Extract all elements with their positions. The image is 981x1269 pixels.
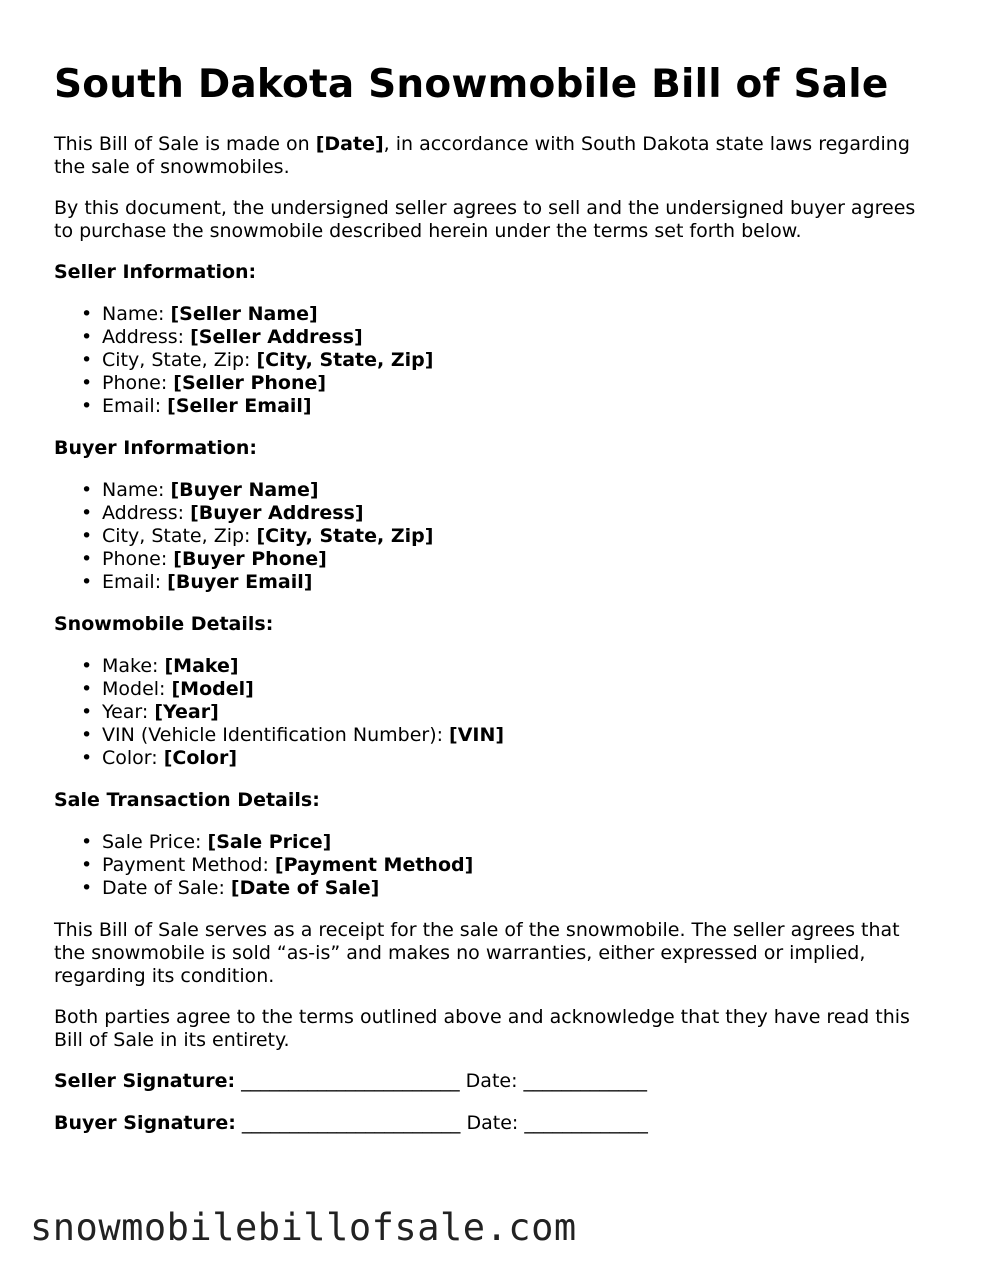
bullet-icon: • [81,501,93,524]
list-item [81,478,934,502]
item-value: [Color] [163,746,238,769]
bullet-icon: • [81,371,93,394]
item-label: Date of Sale: [102,876,231,899]
item-label: Year: [102,700,155,723]
bullet-icon: • [81,547,93,570]
bullet-icon: • [81,830,93,853]
intro-paragraph-2: By this document, the undersigned seller agrees to sell and the undersigned buyer agrees to purchase the snowmobile described herein under the terms set forth below. [54,196,916,242]
item-value: [City, State, Zip] [256,348,434,371]
list-item [81,853,934,877]
document-title: South Dakota Snowmobile Bill of Sale [54,62,889,107]
bullet-icon: • [81,853,93,876]
item-value: [Seller Address] [190,325,363,348]
footer-watermark: snowmobilebillofsale.com [30,1206,577,1249]
item-label: Phone: [102,547,174,570]
item-label: Payment Method: [102,853,275,876]
item-value: [Buyer Phone] [173,547,327,570]
item-value: [Model] [171,677,254,700]
buyer-signature-line [54,1112,934,1135]
list-item [81,325,934,349]
bullet-icon: • [81,478,93,501]
item-label: VIN (Vehicle Identification Number): [102,723,450,746]
list-item [81,830,934,854]
seller-date-label: Date: [465,1069,518,1092]
seller-date-blank: _____________ [517,1069,648,1092]
date-placeholder: [Date] [315,132,384,155]
document-page [54,62,934,1154]
bullet-icon: • [81,677,93,700]
snowmobile-details-list [54,655,934,770]
list-item [81,524,934,548]
buyer-info-list [54,479,934,594]
item-value: [Seller Name] [170,302,318,325]
seller-signature-line [54,1070,934,1093]
item-value: [Make] [164,654,239,677]
seller-info-heading: Seller Information: [54,260,257,283]
item-label: City, State, Zip: [102,348,257,371]
bullet-icon: • [81,348,93,371]
closing-paragraph-2: Both parties agree to the terms outlined above and acknowledge that they have read this Bill of Sale in its entirety. [54,1005,910,1051]
list-item [81,570,934,594]
item-label: Make: [102,654,165,677]
item-value: [Seller Email] [167,394,312,417]
bullet-icon: • [81,723,93,746]
list-item [81,700,934,724]
item-value: [Buyer Name] [170,478,319,501]
item-label: Email: [102,394,168,417]
bullet-icon: • [81,302,93,325]
item-label: Name: [102,302,171,325]
buyer-signature-label: Buyer Signature: [54,1111,236,1134]
intro-text-before: This Bill of Sale is made on [54,132,316,155]
item-value: [VIN] [449,723,505,746]
list-item [81,394,934,418]
intro-paragraph-1 [54,133,934,179]
item-label: Name: [102,478,171,501]
snowmobile-details-heading: Snowmobile Details: [54,612,274,635]
item-value: [Seller Phone] [173,371,327,394]
seller-info-list [54,303,934,418]
item-label: Email: [102,570,168,593]
list-item [81,371,934,395]
bullet-icon: • [81,876,93,899]
item-label: Address: [102,501,191,524]
list-item [81,501,934,525]
bullet-icon: • [81,325,93,348]
seller-signature-label: Seller Signature: [54,1069,236,1092]
list-item [81,348,934,372]
item-label: City, State, Zip: [102,524,257,547]
list-item [81,302,934,326]
item-value: [Buyer Address] [190,501,364,524]
item-value: [Buyer Email] [167,570,313,593]
item-label: Sale Price: [102,830,208,853]
bullet-icon: • [81,524,93,547]
bullet-icon: • [81,570,93,593]
seller-signature-blank: _______________________ [235,1069,466,1092]
item-value: [Year] [154,700,219,723]
closing-paragraph-1: This Bill of Sale serves as a receipt for the sale of the snowmobile. The seller agrees that the snowmobile is sold “as-is” and makes no warranties, either expressed or implied, regarding its condition. [54,918,900,987]
buyer-info-heading: Buyer Information: [54,436,257,459]
list-item [81,547,934,571]
intro-text-after: , in accordance with South Dakota state laws regarding the sale of snowmobiles. [54,132,910,178]
sale-transaction-list [54,831,934,900]
item-label: Address: [102,325,191,348]
item-label: Model: [102,677,172,700]
list-item [81,677,934,701]
item-label: Phone: [102,371,174,394]
list-item [81,876,934,900]
buyer-signature-blank: _______________________ [235,1111,467,1134]
item-value: [City, State, Zip] [256,524,434,547]
bullet-icon: • [81,746,93,769]
buyer-date-label: Date: [466,1111,519,1134]
item-value: [Payment Method] [274,853,474,876]
list-item [81,654,934,678]
bullet-icon: • [81,700,93,723]
buyer-date-blank: _____________ [518,1111,648,1134]
list-item [81,746,934,770]
list-item [81,723,934,747]
sale-transaction-heading: Sale Transaction Details: [54,788,320,811]
item-value: [Sale Price] [207,830,332,853]
item-value: [Date of Sale] [230,876,380,899]
bullet-icon: • [81,654,93,677]
bullet-icon: • [81,394,93,417]
item-label: Color: [102,746,164,769]
